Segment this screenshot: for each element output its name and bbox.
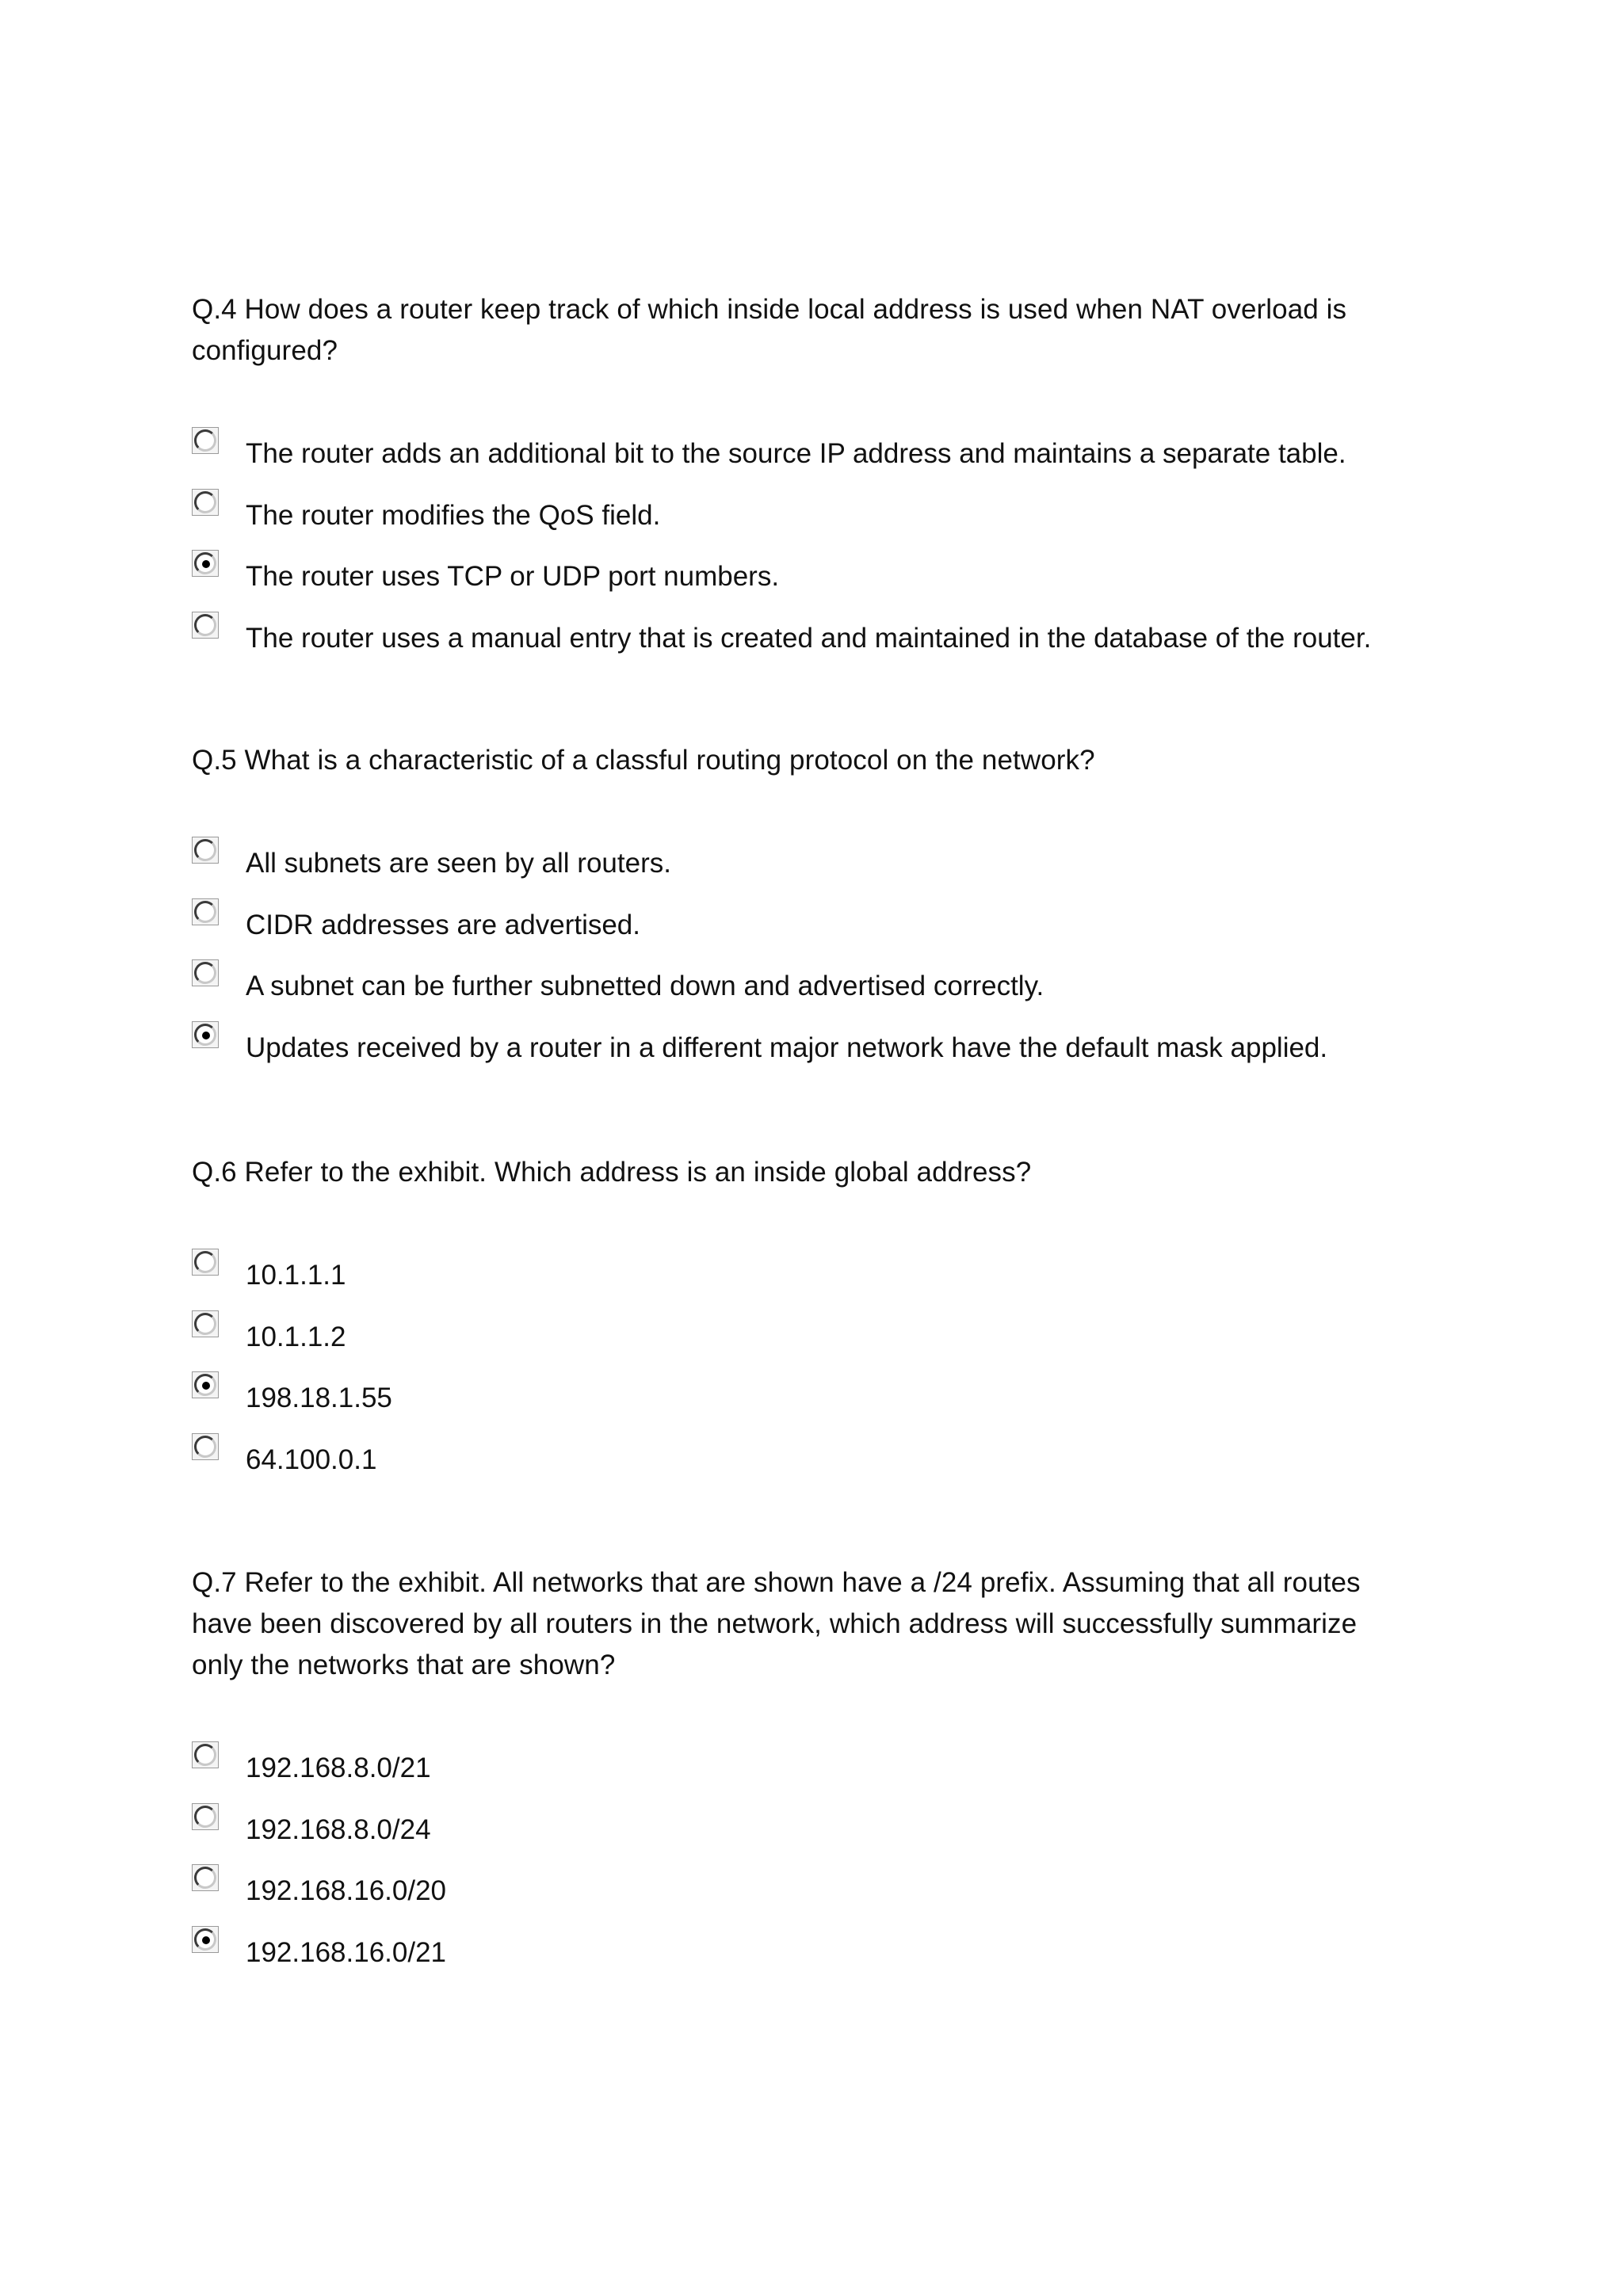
- radio-button-icon[interactable]: [192, 1249, 219, 1276]
- option-label: 10.1.1.1: [246, 1260, 346, 1291]
- radio-button-icon[interactable]: [192, 898, 219, 925]
- radio-button-icon[interactable]: [192, 489, 219, 516]
- option-item: [192, 898, 1412, 960]
- option-item: [192, 550, 1412, 612]
- option-item: [192, 1864, 1412, 1926]
- option-list: [192, 1249, 1412, 1494]
- question-4: [192, 289, 1412, 673]
- option-item: [192, 489, 1412, 551]
- option-item: [192, 612, 1412, 673]
- radio-button-icon[interactable]: [192, 1741, 219, 1768]
- option-label: The router adds an additional bit to the source IP address and maintains a separate table.: [246, 438, 1346, 469]
- option-label: CIDR addresses are advertised.: [246, 909, 640, 940]
- option-item: [192, 1926, 1412, 1988]
- option-label: The router uses TCP or UDP port numbers.: [246, 561, 780, 592]
- option-item: [192, 1803, 1412, 1865]
- option-item: [192, 1021, 1412, 1083]
- radio-button-icon[interactable]: [192, 1864, 219, 1891]
- question-text: Q.4 How does a router keep track of which inside local address is used when NAT overload is configured?: [192, 294, 1347, 366]
- option-label: All subnets are seen by all routers.: [246, 848, 671, 879]
- option-label: A subnet can be further subnetted down and advertised correctly.: [246, 971, 1044, 1001]
- option-item: [192, 1249, 1412, 1310]
- radio-button-checked-icon[interactable]: [192, 1371, 219, 1398]
- question-text: Q.5 What is a characteristic of a classful routing protocol on the network?: [192, 745, 1095, 776]
- option-item: [192, 837, 1412, 898]
- option-label: The router modifies the QoS field.: [246, 499, 661, 531]
- option-item: [192, 427, 1412, 489]
- option-label: 192.168.16.0/20: [246, 1875, 447, 1906]
- question-text: Q.7 Refer to the exhibit. All networks that are shown have a /24 prefix. Assuming that all routes have been discovered by all routers in the network, which address will successfully summarize only the networks that are shown?: [192, 1567, 1361, 1680]
- option-list: [192, 1741, 1412, 1987]
- option-list: [192, 427, 1412, 673]
- option-list: [192, 837, 1412, 1082]
- option-label: 10.1.1.2: [246, 1321, 346, 1352]
- question-7: [192, 1562, 1412, 1987]
- option-label: Updates received by a router in a different major network have the default mask applied.: [246, 1032, 1328, 1063]
- radio-button-checked-icon[interactable]: [192, 550, 219, 577]
- radio-button-checked-icon[interactable]: [192, 1926, 219, 1953]
- radio-button-icon[interactable]: [192, 1803, 219, 1830]
- radio-button-icon[interactable]: [192, 612, 219, 639]
- option-label: 192.168.8.0/24: [246, 1814, 431, 1845]
- option-label: 198.18.1.55: [246, 1383, 392, 1413]
- option-label: 192.168.16.0/21: [246, 1936, 447, 1968]
- option-item: [192, 1310, 1412, 1372]
- option-item: [192, 1371, 1412, 1433]
- question-6: [192, 1152, 1412, 1494]
- option-item: [192, 959, 1412, 1021]
- radio-button-icon[interactable]: [192, 427, 219, 454]
- option-label: The router uses a manual entry that is created and maintained in the database of the router.: [246, 622, 1372, 654]
- option-label: 64.100.0.1: [246, 1444, 377, 1475]
- radio-button-icon[interactable]: [192, 959, 219, 986]
- radio-button-checked-icon[interactable]: [192, 1021, 219, 1048]
- question-5: [192, 740, 1412, 1082]
- question-text: Q.6 Refer to the exhibit. Which address is an inside global address?: [192, 1157, 1032, 1188]
- option-label: 192.168.8.0/21: [246, 1753, 431, 1783]
- radio-button-icon[interactable]: [192, 1433, 219, 1460]
- radio-button-icon[interactable]: [192, 1310, 219, 1337]
- option-item: [192, 1433, 1412, 1495]
- option-item: [192, 1741, 1412, 1803]
- radio-button-icon[interactable]: [192, 837, 219, 864]
